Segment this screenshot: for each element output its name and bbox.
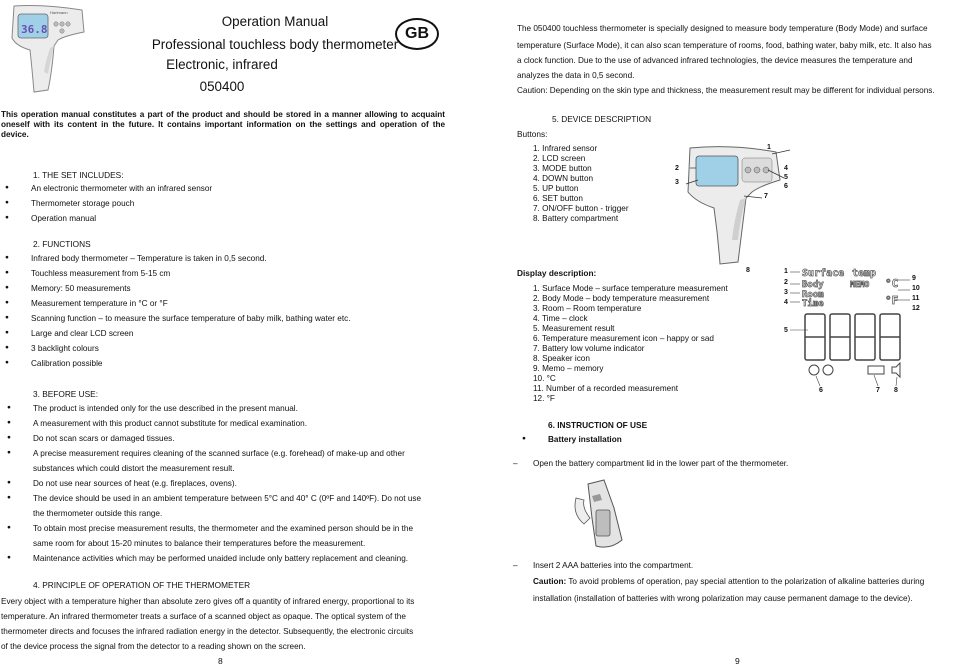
buttons-list <box>533 144 629 224</box>
lcd-room-label: Room <box>802 290 824 300</box>
button-item: 4. DOWN button <box>533 174 594 183</box>
function-item: ● Scanning function – to measure the surface temperature of baby milk, bathing water etc. <box>31 314 351 323</box>
display-item: 6. Temperature measurement icon – happy or sad <box>533 334 714 343</box>
device-callout: 2 <box>675 165 679 172</box>
before-use-item: ● To obtain most precise measurement results, the thermometer and the examined person should be in the <box>33 524 413 533</box>
lcd-callout: 8 <box>746 267 750 274</box>
display-item: 8. Speaker icon <box>533 354 590 363</box>
before-use-item: ● The device should be used in an ambient temperature between 5°C and 40° C (0ºF and 140ºF). Do not use <box>33 494 421 503</box>
device-callout: 7 <box>764 193 768 200</box>
lcd-callout: 5 <box>784 327 788 334</box>
principle-line: of the device process the signal from the detector to a reading shown on the screen. <box>1 642 306 651</box>
button-item: 1. Infrared sensor <box>533 144 598 153</box>
button-item: 3. MODE button <box>533 164 592 173</box>
lcd-callout: 2 <box>784 279 788 286</box>
before-use-item: ● Do not use near sources of heat (e.g. fireplaces, ovens). <box>33 479 237 488</box>
before-use-item: ● Do not scan scars or damaged tissues. <box>33 434 175 443</box>
lcd-callout: 1 <box>784 268 788 275</box>
manual-title: Operation Manual <box>221 14 329 29</box>
button-item: 5. UP button <box>533 184 579 193</box>
lcd-seven-segment-digits <box>805 314 900 360</box>
principle-line: Every object with a temperature higher than absolute zero gives off a quantity of infrared energy, proportional to its <box>1 597 415 606</box>
before-use-item: ● The product is intended only for the use described in the present manual. <box>33 404 298 413</box>
caution-text: To avoid problems of operation, pay special attention to the polarization of alkaline batteries during <box>566 577 925 586</box>
caution-line-2: installation (installation of batteries with wrong polarization may cause permanent damage to the device). <box>533 594 913 603</box>
intro-line: The 050400 touchless thermometer is specially designed to measure body temperature (Body Mode) and surface <box>517 24 928 33</box>
lcd-surface-label: Surface <box>802 268 845 279</box>
device-brand-text: Hartmann <box>50 10 68 15</box>
display-item: 5. Measurement result <box>533 324 615 333</box>
instruction-heading: 6. INSTRUCTION OF USE <box>548 420 648 430</box>
lcd-callout: 9 <box>912 275 916 282</box>
display-item: 10. °C <box>533 374 556 383</box>
intro-line: temperature (Surface Mode), it can also scan temperature of rooms, food, bathing water, baby milk, etc. It also has <box>517 41 932 50</box>
lcd-degc-label: °C <box>885 277 899 290</box>
intro-line: a clock function. Due to the use of advanced infrared technologies, the device measures the temperature and <box>517 56 913 65</box>
principle-heading: 4. PRINCIPLE OF OPERATION OF THE THERMOMETER <box>33 580 251 590</box>
page-number: 9 <box>735 656 740 666</box>
lcd-callout: 6 <box>819 387 823 394</box>
function-item: ● Measurement temperature in °C or °F <box>31 299 168 308</box>
display-item: 3. Room – Room temperature <box>533 304 642 313</box>
button-item: 8. Battery compartment <box>533 214 619 223</box>
device-callout: 5 <box>784 174 788 181</box>
function-item: ● 3 backlight colours <box>31 344 99 353</box>
device-description-heading: 5. DEVICE DESCRIPTION <box>552 114 652 124</box>
before-use-heading: 3. BEFORE USE: <box>33 389 99 399</box>
display-items-list <box>533 284 728 404</box>
before-use-item: ● A measurement with this product cannot substitute for medical examination. <box>33 419 307 428</box>
before-use-item-cont: substances which could distort the measurement result. <box>33 464 235 473</box>
function-item: ● Infrared body thermometer – Temperature is taken in 0,5 second. <box>31 254 267 263</box>
button-item: 2. LCD screen <box>533 154 586 163</box>
caution-intro: Caution: Depending on the skin type and thickness, the measurement result may be different for individual persons. <box>517 86 935 95</box>
lcd-body-label: Body <box>802 280 824 290</box>
lcd-time-label: Time <box>802 299 824 309</box>
button-item: 7. ON/OFF button - trigger <box>533 204 629 213</box>
function-item: ● Large and clear LCD screen <box>31 329 133 338</box>
display-item: 7. Battery low volume indicator <box>533 344 645 353</box>
before-use-item: ● Maintenance activities which may be performed unaided include only battery replacement and cleaning. <box>33 554 408 563</box>
display-item: 11. Number of a recorded measurement <box>533 384 679 393</box>
lcd-degf-label: °F <box>885 294 899 307</box>
principle-line: thermometer directs and focuses the infrared radiation energy in the detector. Subsequently, the electronic circuits <box>1 627 414 636</box>
function-item: ● Touchless measurement from 5-15 cm <box>31 269 170 278</box>
model-number: 050400 <box>199 79 245 94</box>
before-use-item: ● A precise measurement requires cleaning of the scanned surface (e.g. forehead) of make-up and other <box>33 449 405 458</box>
page-number: 8 <box>218 656 223 666</box>
display-item: 4. Time – clock <box>533 314 588 323</box>
lcd-callout: 7 <box>876 387 880 394</box>
step-open-compartment: – Open the battery compartment lid in the lower part of the thermometer. <box>533 459 788 468</box>
function-item: ● Memory: 50 measurements <box>31 284 131 293</box>
lcd-display-diagram <box>780 262 925 402</box>
intro-line: analyzes the data in 0,5 second. <box>517 71 635 80</box>
display-item: 9. Memo – memory <box>533 364 604 373</box>
functions-heading: 2. FUNCTIONS <box>33 239 91 249</box>
language-badge-gb: GB <box>395 18 439 50</box>
principle-line: temperature. An infrared thermometer treats a surface of a scanned object as opaque. The optical system of the <box>1 612 406 621</box>
set-includes-heading: 1. THE SET INCLUDES: <box>33 170 124 180</box>
device-diagram <box>672 140 812 270</box>
step-insert-batteries: – Insert 2 AAA batteries into the compartment. <box>533 561 693 570</box>
device-callout: 4 <box>784 165 788 172</box>
lcd-memo-label: MEMO <box>850 280 870 289</box>
set-item: ● Thermometer storage pouch <box>31 199 134 208</box>
display-item: 2. Body Mode – body temperature measurement <box>533 294 710 303</box>
display-item: 1. Surface Mode – surface temperature measurement <box>533 284 728 293</box>
manual-subtitle: Professional touchless body thermometer <box>151 37 399 52</box>
display-item: 12. °F <box>533 394 555 403</box>
lcd-callout: 12 <box>912 305 920 312</box>
display-description-label: Display description: <box>517 268 597 278</box>
device-callout: 1 <box>767 144 771 151</box>
device-callout: 3 <box>675 179 679 186</box>
intro-paragraph: This operation manual constitutes a part of the product and should be stored in a manner allowing to acquaint oneself with its content in the future. It contains important information on the settings and operation of the device. <box>1 110 445 139</box>
battery-installation-heading: ● Battery installation <box>548 435 622 444</box>
lcd-callout: 11 <box>912 295 920 302</box>
lcd-temp-label: temp <box>852 268 877 279</box>
button-item: 6. SET button <box>533 194 583 203</box>
thermometer-illustration <box>4 2 86 94</box>
lcd-callout: 8 <box>894 387 898 394</box>
buttons-label: Buttons: <box>517 129 548 139</box>
battery-compartment-illustration <box>570 478 640 552</box>
lcd-callout: 4 <box>784 299 788 306</box>
set-item: ● Operation manual <box>31 214 96 223</box>
before-use-item-cont: same room for about 15-20 minutes to balance their temperatures before the measurement. <box>33 539 366 548</box>
function-item: ● Calibration possible <box>31 359 102 368</box>
lcd-callout: 3 <box>784 289 788 296</box>
lcd-callout: 10 <box>912 285 920 292</box>
before-use-item-cont: the thermometer outside this range. <box>33 509 163 518</box>
device-display-reading: 36.8 <box>21 23 48 36</box>
manual-subtitle-2: Electronic, infrared <box>166 57 278 72</box>
device-callout: 6 <box>784 183 788 190</box>
caution-label: Caution: <box>533 577 567 586</box>
caution-paragraph <box>533 577 924 586</box>
set-item: ● An electronic thermometer with an infrared sensor <box>31 184 212 193</box>
